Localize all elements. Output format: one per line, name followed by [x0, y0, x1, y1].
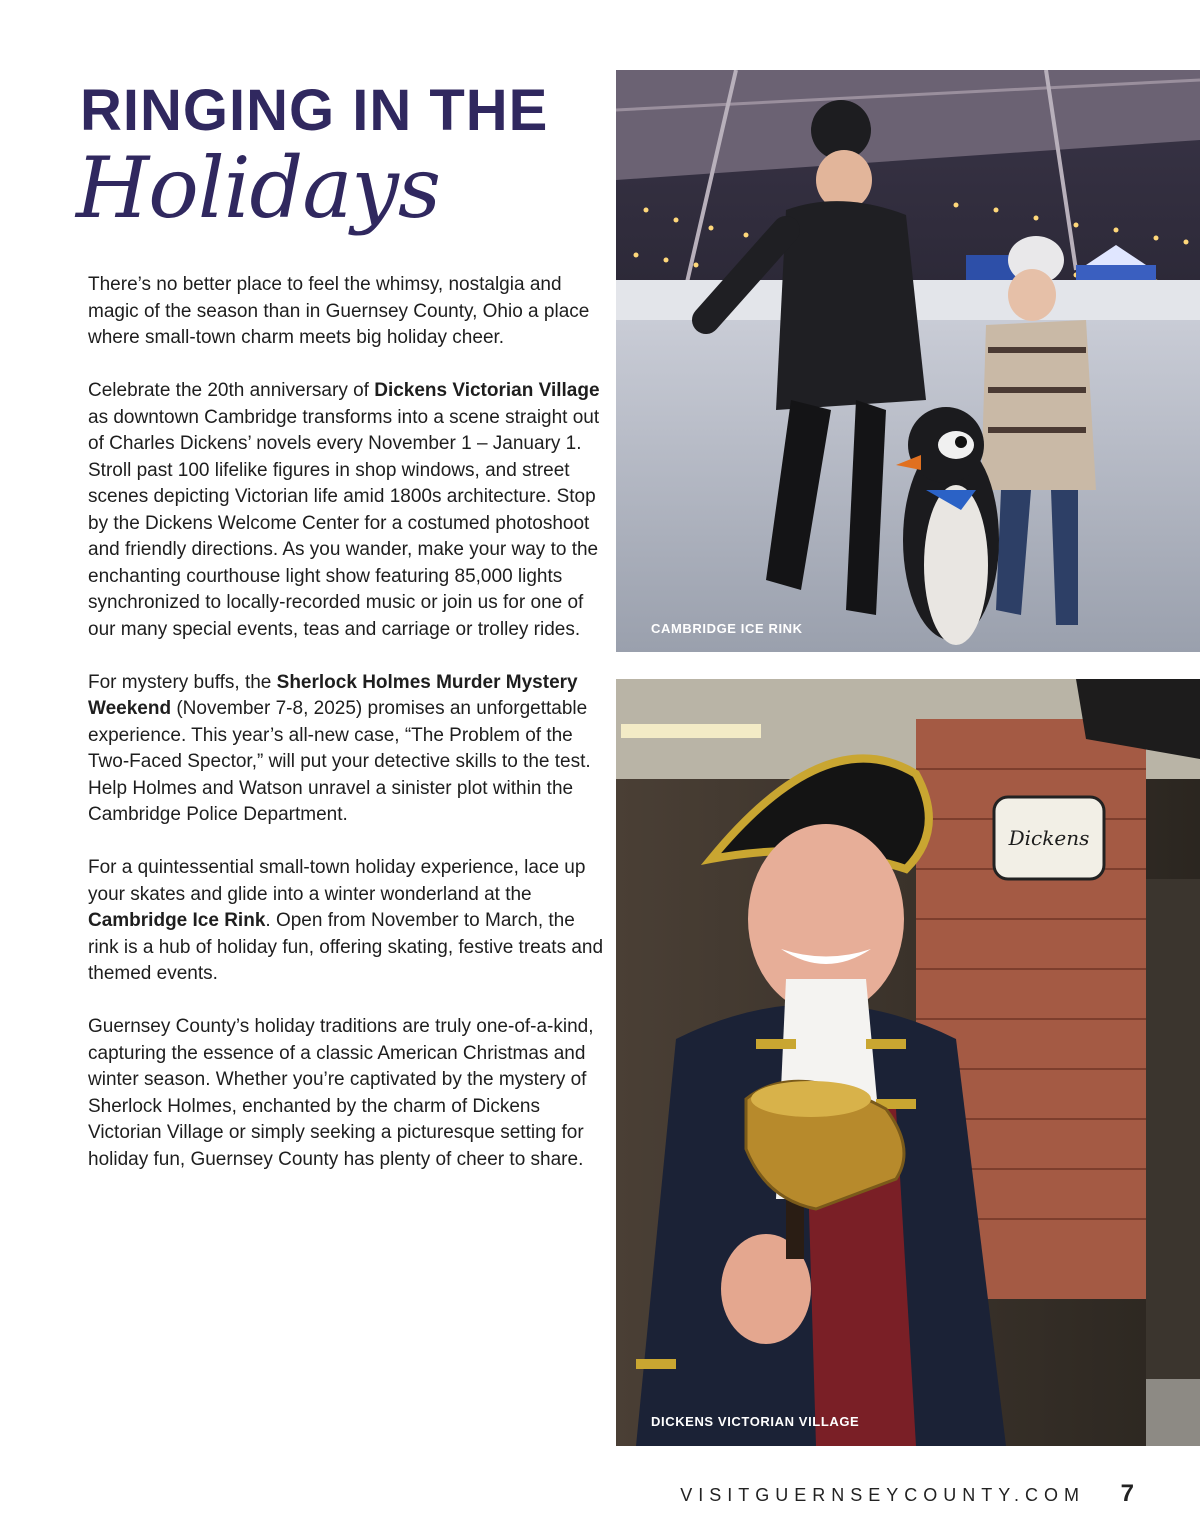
paragraph-ice-rink: For a quintessential small-town holiday experience, lace up your skates and glide into a winter wonderland at the Cambridge Ice Rink. Open from November to March, the rink is a hub of holiday fun, offering skating, festive treats and themed events. [88, 857, 604, 984]
ice-rink-illustration [616, 70, 1200, 652]
paragraph-closing: Guernsey County’s holiday traditions are truly one-of-a-kind, capturing the essence of a classic American Christmas and winter season. Whether you’re captivated by the mystery of Sherlock Holmes, enchanted by the charm of Dickens Victorian Village or simply seeking a picturesque setting for holiday fun, Guernsey County has plenty of cheer to share. [88, 1016, 594, 1170]
footer-website[interactable]: VISITGUERNSEYCOUNTY.COM [680, 1485, 1085, 1505]
paragraph-sherlock: For mystery buffs, the Sherlock Holmes Murder Mystery Weekend (November 7-8, 2025) promises an unforgettable experience. This year’s all-new case, “The Problem of the Two-Faced Spector,” will put your detective skills to the test. Help Holmes and Watson unravel a sinister plot within the Cambridge Police Department. [88, 671, 591, 825]
paragraph-intro: There’s no better place to feel the whimsy, nostalgia and magic of the season than in Guernsey County, Ohio a place where small-town charm meets big holiday cheer. [88, 274, 590, 348]
caption-ice-rink: CAMBRIDGE ICE RINK [651, 621, 803, 636]
title-line-1: RINGING IN THE [80, 78, 549, 143]
photo-town-crier [616, 679, 1200, 1446]
shop-sign-text: Dickens [1008, 826, 1090, 850]
highlight-dickens-village: Dickens Victorian Village [374, 380, 600, 401]
title-line-2: Holidays [76, 139, 440, 237]
photo-ice-rink [616, 70, 1200, 652]
paragraph-dickens: Celebrate the 20th anniversary of Dickens Victorian Village as downtown Cambridge transforms into a scene straight out of Charles Dickens’ novels every November 1 – January 1. Stroll past 100 lifelike figures in shop windows, and street scenes depicting Victorian life amid 1800s architecture. Stop by the Dickens Welcome Center for a costumed photoshoot and friendly directions. As you wander, make your way to the enchanting courthouse light show featuring 85,000 lights synchronized to locally-recorded music or join us for one of our many special events, teas and carriage or trolley rides. [88, 380, 600, 640]
highlight-ice-rink: Cambridge Ice Rink [88, 910, 266, 931]
article-body [88, 272, 608, 1200]
highlight-sherlock-weekend: Sherlock Holmes Murder Mystery Weekend [88, 671, 578, 719]
town-crier-illustration [616, 679, 1200, 1446]
caption-dickens-village: DICKENS VICTORIAN VILLAGE [651, 1414, 860, 1429]
page-number: 7 [1120, 1480, 1134, 1507]
